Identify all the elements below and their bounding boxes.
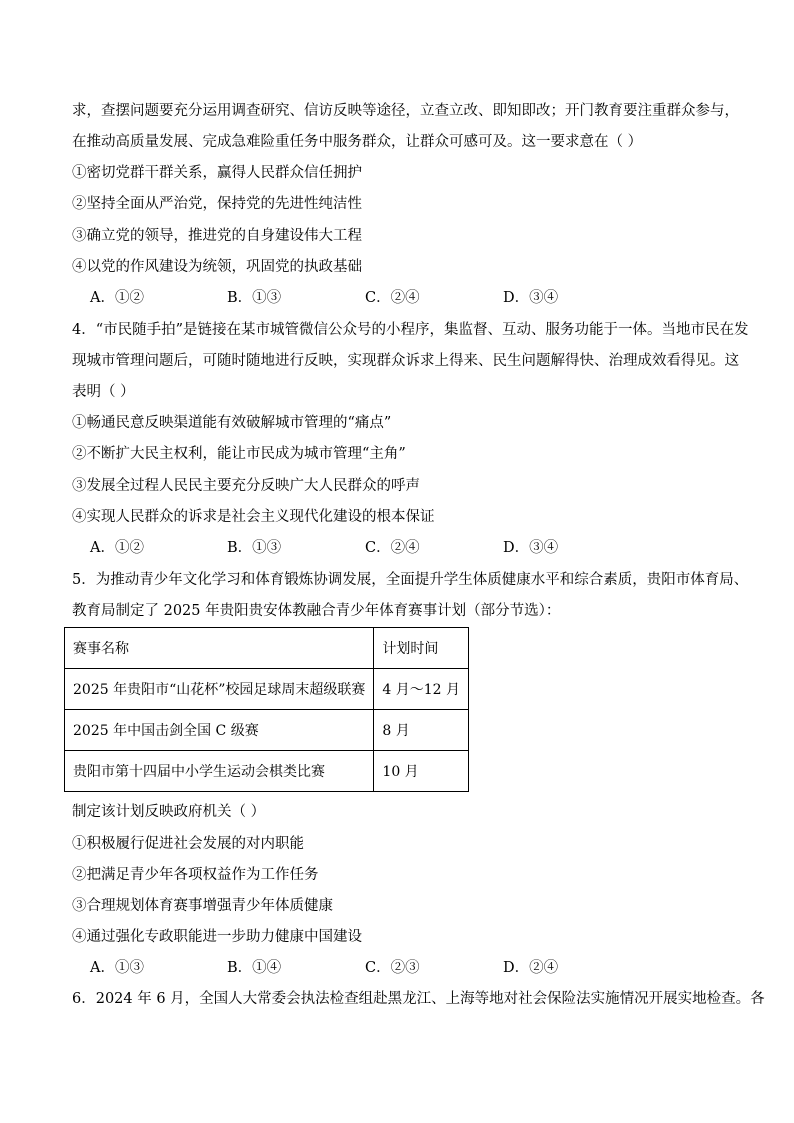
q4-option-d[interactable]: D．③④: [503, 540, 559, 556]
q3-options: [90, 288, 558, 308]
q4-item-3: ③发展全过程人民民主要充分反映广大人民群众的呼声: [72, 478, 420, 494]
table-cell-time: 4 月～12 月: [374, 669, 469, 710]
q3-item-2: ②坚持全面从严治党，保持党的先进性纯洁性: [72, 196, 362, 212]
q5-option-c[interactable]: C．②③: [365, 960, 420, 976]
header-event-name: 赛事名称: [65, 628, 374, 669]
q6-stem-line1: 6．2024 年 6 月，全国人大常委会执法检查组赴黑龙江、上海等地对社会保险法实施情况开展实地检查。各: [72, 991, 765, 1007]
q3-option-b[interactable]: B．①③: [227, 290, 282, 306]
q4-option-b[interactable]: B．①③: [227, 540, 282, 556]
q4-item-1: ①畅通民意反映渠道能有效破解城市管理的“痛点”: [72, 415, 392, 431]
table-cell-event: 2025 年贵阳市“山花杯”校园足球周末超级联赛: [65, 669, 374, 710]
q5-item-1: ①积极履行促进社会发展的对内职能: [72, 836, 304, 852]
q5-options: [90, 958, 558, 978]
q5-option-d[interactable]: D．②④: [503, 960, 559, 976]
q3-stem-line1: 求，查摆问题要充分运用调查研究、信访反映等途径，立查立改、即知即改；开门教育要注重群众参与，: [72, 103, 739, 119]
q5-stem-line1: 5．为推动青少年文化学习和体育锻炼协调发展，全面提升学生体质健康水平和综合素质，贵阳市体育局、: [72, 572, 749, 588]
table-cell-event: 贵阳市第十四届中小学生运动会棋类比赛: [65, 751, 374, 792]
q4-options: [90, 538, 558, 558]
q4-stem-line3: 表明（ ）: [72, 384, 135, 400]
table-cell-time: 10 月: [374, 751, 469, 792]
event-schedule-table: [64, 627, 469, 792]
q4-stem-line1: 4．“市民随手拍”是链接在某市城管微信公众号的小程序，集监督、互动、服务功能于一体。当地市民在发: [72, 322, 749, 338]
q4-option-c[interactable]: C．②④: [365, 540, 420, 556]
header-planned-time: 计划时间: [374, 628, 469, 669]
q4-item-2: ②不断扩大民主权利，能让市民成为城市管理“主角”: [72, 446, 406, 462]
q3-item-3: ③确立党的领导，推进党的自身建设伟大工程: [72, 228, 362, 244]
table-row: [65, 710, 469, 751]
q5-option-b[interactable]: B．①④: [227, 960, 282, 976]
q5-stem-after: 制定该计划反映政府机关（ ）: [72, 804, 266, 820]
q4-option-a[interactable]: A．①②: [90, 540, 144, 556]
q5-item-4: ④通过强化专政职能进一步助力健康中国建设: [72, 929, 362, 945]
q4-stem-line2: 现城市管理问题后，可随时随地进行反映，实现群众诉求上得来、民生问题解得快、治理成效看得见。这: [72, 353, 739, 369]
q3-option-d[interactable]: D．③④: [503, 290, 559, 306]
table-cell-time: 8 月: [374, 710, 469, 751]
q5-item-2: ②把满足青少年各项权益作为工作任务: [72, 867, 319, 883]
q3-item-4: ④以党的作风建设为统领，巩固党的执政基础: [72, 259, 362, 275]
q3-option-c[interactable]: C．②④: [365, 290, 420, 306]
q5-option-a[interactable]: A．①③: [90, 960, 144, 976]
q3-stem-line2: 在推动高质量发展、完成急难险重任务中服务群众，让群众可感可及。这一要求意在（ ）: [72, 134, 643, 150]
table-row: [65, 751, 469, 792]
q4-item-4: ④实现人民群众的诉求是社会主义现代化建设的根本保证: [72, 509, 435, 525]
q5-stem-line2: 教育局制定了 2025 年贵阳贵安体教融合青少年体育赛事计划（部分节选）：: [72, 603, 561, 619]
q3-option-a[interactable]: A．①②: [90, 290, 144, 306]
q5-item-3: ③合理规划体育赛事增强青少年体质健康: [72, 898, 333, 914]
q3-item-1: ①密切党群干群关系，赢得人民群众信任拥护: [72, 165, 362, 181]
table-cell-event: 2025 年中国击剑全国 C 级赛: [65, 710, 374, 751]
table-row: [65, 669, 469, 710]
table-header-row: [65, 628, 469, 669]
